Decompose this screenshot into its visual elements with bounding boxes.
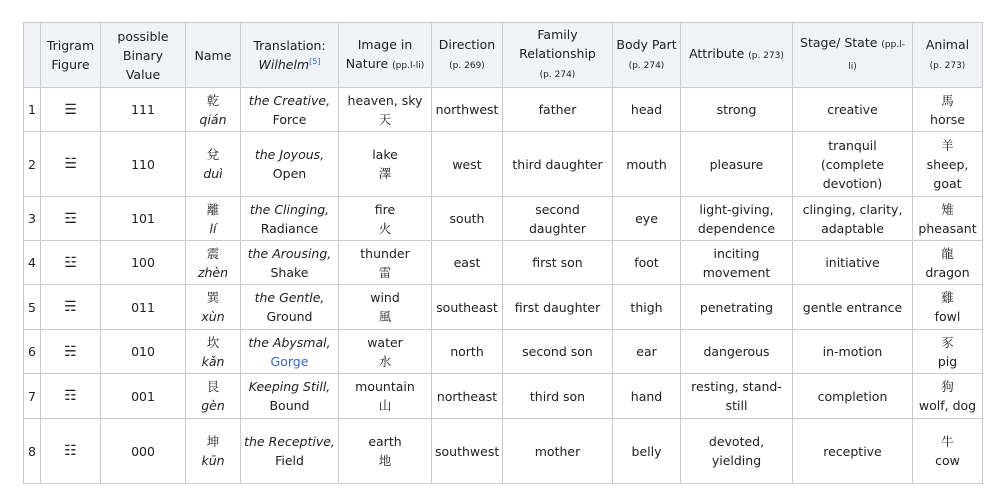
attribute-text: strong [716, 102, 757, 117]
direction-cell [432, 374, 503, 419]
hanzi-name: 巽 [206, 290, 220, 305]
trigram-figure [41, 419, 101, 484]
animal-text: pheasant [918, 220, 977, 236]
name-cell [186, 88, 241, 132]
animal-text: pig [937, 353, 958, 369]
binary-text: 011 [131, 299, 155, 315]
pinyin-name: lí [209, 220, 217, 236]
animal-hanzi: 雉 [941, 201, 954, 217]
image-hanzi: 水 [378, 353, 392, 369]
body-cell [613, 132, 681, 197]
translation-text: Ground [266, 309, 313, 324]
animal-text: cow [935, 453, 960, 468]
translation-cell [241, 419, 339, 484]
header-animal-label: Animal [925, 36, 970, 52]
header-index [24, 23, 41, 88]
header-body-label: Body Part [616, 36, 677, 52]
header-direction-label: Direction [438, 36, 496, 52]
binary-value [101, 241, 186, 285]
animal-hanzi: 雞 [941, 290, 954, 305]
animal-hanzi: 豕 [941, 334, 954, 350]
stage-text: initiative [825, 255, 880, 270]
stage-cell [793, 419, 913, 484]
header-attribute-label: Attribute [689, 46, 745, 61]
name-cell [186, 330, 241, 374]
image-cell [339, 88, 432, 132]
attribute-text: penetrating [699, 299, 774, 315]
trigram-icon: ☲ [64, 210, 77, 227]
row-index [24, 197, 41, 241]
header-figure: Trigram Figure [41, 23, 101, 88]
trigram-icon: ☰ [64, 101, 77, 118]
hanzi-name: 坎 [206, 334, 220, 350]
name-cell [186, 132, 241, 197]
translation-cell [241, 88, 339, 132]
reference-link[interactable]: [5] [309, 56, 321, 66]
header-family-label: Family Relationship [519, 27, 596, 61]
direction-cell [432, 285, 503, 330]
header-attribute [681, 23, 793, 88]
family-text: first daughter [514, 299, 601, 315]
binary-value [101, 419, 186, 484]
row-number: 8 [28, 443, 36, 459]
family-text: third son [529, 388, 586, 404]
stage-cell [793, 241, 913, 285]
direction-cell [432, 419, 503, 484]
body-cell [613, 197, 681, 241]
pinyin-name: duì [203, 166, 223, 181]
header-translation-label: Translation: [253, 38, 326, 53]
stage-cell [793, 330, 913, 374]
animal-hanzi: 狗 [941, 379, 954, 394]
animal-cell [913, 419, 983, 484]
pinyin-name: gèn [201, 398, 225, 413]
body-cell [613, 419, 681, 484]
stage-text: clinging, clarity, adaptable [802, 201, 903, 236]
translation-italic: the Arousing, [247, 245, 332, 261]
binary-value [101, 285, 186, 330]
attribute-cell [681, 374, 793, 419]
image-hanzi: 火 [378, 220, 392, 236]
binary-text: 101 [131, 211, 155, 226]
stage-cell [793, 132, 913, 197]
row-number: 7 [28, 388, 36, 404]
animal-cell [913, 197, 983, 241]
translation-text: Shake [270, 264, 309, 280]
row-number: 6 [28, 344, 36, 359]
row-index [24, 330, 41, 374]
image-text: water [367, 334, 403, 350]
table-row [24, 419, 983, 484]
stage-cell [793, 197, 913, 241]
header-stage-pages: (pp.l-li) [848, 40, 905, 72]
family-cell [503, 419, 613, 484]
stage-text: creative [827, 102, 878, 117]
trigram-icon: ☶ [64, 388, 77, 404]
table-row [24, 330, 983, 374]
translation-cell [241, 285, 339, 330]
attribute-text: light-giving, dependence [697, 201, 776, 236]
translation-text: Radiance [260, 220, 319, 236]
row-index [24, 285, 41, 330]
attribute-cell [681, 241, 793, 285]
animal-hanzi: 龍 [941, 245, 954, 261]
header-body [613, 23, 681, 88]
header-row [24, 23, 983, 88]
body-text: hand [630, 388, 663, 404]
header-family [503, 23, 613, 88]
image-cell [339, 197, 432, 241]
animal-cell [913, 330, 983, 374]
trigram-figure [41, 132, 101, 197]
body-text: ear [636, 344, 657, 359]
header-direction [432, 23, 503, 88]
image-text: thunder [360, 245, 410, 261]
direction-cell [432, 241, 503, 285]
direction-cell [432, 197, 503, 241]
image-cell [339, 285, 432, 330]
header-image-label: Image in Nature [345, 36, 413, 71]
image-text: lake [372, 147, 398, 162]
family-text: second daughter [528, 201, 587, 236]
pinyin-name: xùn [201, 309, 225, 324]
row-number: 5 [28, 299, 36, 315]
family-text: first son [532, 255, 583, 270]
stage-text: tranquil (complete devotion) [820, 137, 885, 191]
binary-text: 000 [131, 443, 155, 459]
binary-value [101, 197, 186, 241]
row-number: 4 [28, 255, 36, 270]
name-cell [186, 197, 241, 241]
pinyin-name: qián [199, 111, 227, 127]
table-row [24, 285, 983, 330]
stage-cell [793, 88, 913, 132]
translation-italic: Keeping Still, [248, 379, 331, 394]
trigram-figure [41, 88, 101, 132]
direction-text: east [453, 255, 481, 270]
trigram-icon: ☵ [64, 343, 77, 360]
trigram-figure [41, 197, 101, 241]
table-row [24, 88, 983, 132]
translation-cell [241, 197, 339, 241]
translation-italic: the Receptive, [244, 434, 335, 449]
translation-italic: the Joyous, [254, 147, 325, 162]
header-stage-label: Stage/ State [800, 35, 878, 50]
direction-text: south [449, 211, 485, 226]
attribute-text: inciting movement [702, 245, 771, 280]
binary-text: 111 [131, 102, 155, 117]
row-index [24, 374, 41, 419]
translation-italic: the Clinging, [249, 201, 330, 217]
name-cell [186, 419, 241, 484]
hanzi-name: 兌 [206, 147, 220, 162]
header-family-pages: (p. 274) [539, 70, 576, 80]
header-image-pages: (pp.l-li) [392, 60, 425, 71]
binary-value [101, 132, 186, 197]
image-cell [339, 374, 432, 419]
binary-text: 010 [131, 344, 155, 359]
image-hanzi: 地 [378, 453, 392, 468]
animal-text: horse [930, 111, 965, 127]
direction-cell [432, 88, 503, 132]
row-index [24, 241, 41, 285]
animal-hanzi: 牛 [941, 434, 954, 449]
binary-value [101, 374, 186, 419]
animal-text: wolf, dog [918, 398, 977, 413]
image-text: fire [374, 201, 396, 217]
attribute-cell [681, 330, 793, 374]
direction-text: north [450, 344, 484, 359]
binary-text: 100 [131, 255, 155, 270]
animal-text: dragon [925, 264, 970, 280]
table-row [24, 241, 983, 285]
translation-text: Bound [269, 398, 310, 413]
image-hanzi: 山 [378, 398, 392, 413]
trigram-table [23, 22, 983, 484]
hanzi-name: 艮 [206, 379, 220, 394]
body-text: mouth [626, 156, 667, 172]
attribute-text: pleasure [709, 156, 764, 172]
animal-hanzi: 羊 [941, 137, 954, 153]
direction-cell [432, 330, 503, 374]
image-cell [339, 419, 432, 484]
family-text: second son [522, 344, 593, 359]
family-cell [503, 330, 613, 374]
body-cell [613, 241, 681, 285]
translation-cell [241, 374, 339, 419]
translation-cell [241, 330, 339, 374]
body-text: belly [631, 443, 662, 459]
trigram-icon: ☳ [64, 254, 77, 271]
hanzi-name: 坤 [206, 434, 220, 449]
image-hanzi: 天 [378, 111, 392, 127]
trigram-figure [41, 330, 101, 374]
header-body-pages: (p. 274) [628, 60, 665, 71]
body-text: head [630, 102, 663, 117]
direction-text: southeast [436, 299, 498, 315]
body-text: thigh [630, 299, 663, 315]
family-text: father [538, 102, 577, 117]
row-index [24, 132, 41, 197]
attribute-text: resting, stand-still [691, 379, 782, 413]
binary-value [101, 88, 186, 132]
family-cell [503, 197, 613, 241]
row-index [24, 419, 41, 484]
trigram-figure [41, 285, 101, 330]
pinyin-name: kǎn [201, 353, 225, 369]
animal-cell [913, 241, 983, 285]
family-text: third daughter [512, 156, 603, 172]
image-hanzi: 風 [378, 309, 392, 324]
animal-text: fowl [934, 309, 961, 324]
attribute-text: devoted, yielding [708, 434, 765, 468]
image-text: mountain [355, 379, 415, 394]
family-cell [503, 241, 613, 285]
family-cell [503, 132, 613, 197]
direction-cell [432, 132, 503, 197]
translation-italic: the Gentle, [254, 290, 325, 305]
name-cell [186, 241, 241, 285]
image-text: wind [370, 290, 400, 305]
pinyin-name: kūn [201, 453, 225, 468]
stage-text: gentle entrance [802, 299, 903, 315]
name-cell [186, 374, 241, 419]
translation-text: Force [272, 111, 307, 127]
trigram-icon: ☷ [64, 443, 77, 459]
table-row [24, 197, 983, 241]
header-translation [241, 23, 339, 88]
direction-text: southwest [435, 443, 500, 459]
row-number: 2 [28, 156, 36, 172]
family-cell [503, 374, 613, 419]
image-cell [339, 241, 432, 285]
hanzi-name: 離 [206, 201, 220, 217]
family-text: mother [534, 443, 581, 459]
binary-value [101, 330, 186, 374]
translation-italic: the Creative, [248, 92, 331, 108]
trigram-icon: ☴ [64, 299, 77, 315]
image-cell [339, 132, 432, 197]
header-image [339, 23, 432, 88]
attribute-cell [681, 88, 793, 132]
attribute-cell [681, 197, 793, 241]
translation-cell [241, 132, 339, 197]
direction-text: west [452, 156, 482, 172]
stage-text: completion [817, 388, 888, 404]
family-cell [503, 88, 613, 132]
animal-cell [913, 88, 983, 132]
direction-text: northeast [436, 388, 498, 404]
body-text: foot [634, 255, 659, 270]
stage-text: in-motion [822, 344, 883, 359]
row-number: 3 [28, 211, 36, 226]
body-cell [613, 374, 681, 419]
image-hanzi: 雷 [378, 264, 392, 280]
image-hanzi: 澤 [378, 166, 392, 181]
pinyin-name: zhèn [197, 264, 229, 280]
table-row [24, 132, 983, 197]
attribute-text: dangerous [703, 344, 770, 359]
row-index [24, 88, 41, 132]
animal-hanzi: 馬 [941, 92, 954, 108]
header-direction-pages: (p. 269) [449, 60, 485, 71]
hanzi-name: 乾 [206, 92, 220, 108]
trigram-figure [41, 241, 101, 285]
direction-text: northwest [435, 102, 499, 117]
header-attribute-pages: (p. 273) [748, 51, 784, 61]
trigram-table-container [23, 22, 983, 484]
animal-cell [913, 132, 983, 197]
translation-text: Field [275, 453, 304, 468]
stage-cell [793, 285, 913, 330]
stage-cell [793, 374, 913, 419]
family-cell [503, 285, 613, 330]
body-text: eye [635, 211, 658, 226]
body-cell [613, 88, 681, 132]
attribute-cell [681, 132, 793, 197]
header-animal [913, 23, 983, 88]
binary-text: 110 [131, 156, 155, 172]
image-text: heaven, sky [347, 92, 423, 108]
name-cell [186, 285, 241, 330]
body-cell [613, 330, 681, 374]
translation-cell [241, 241, 339, 285]
row-number: 1 [28, 102, 36, 117]
header-translation-author: Wilhelm [258, 57, 310, 72]
animal-cell [913, 285, 983, 330]
trigram-icon: ☱ [64, 156, 77, 172]
animal-cell [913, 374, 983, 419]
header-stage [793, 23, 913, 88]
binary-text: 001 [131, 388, 155, 404]
attribute-cell [681, 419, 793, 484]
table-row [24, 374, 983, 419]
hanzi-name: 震 [206, 245, 220, 261]
image-text: earth [368, 434, 402, 449]
header-animal-pages: (p. 273) [929, 60, 966, 71]
translation-text: Open [272, 166, 307, 181]
header-binary: possible Binary Value [101, 23, 186, 88]
translation-link[interactable]: Gorge [270, 353, 309, 369]
animal-text: sheep, goat [926, 156, 969, 191]
translation-italic: the Abysmal, [248, 334, 331, 350]
body-cell [613, 285, 681, 330]
stage-text: receptive [823, 443, 882, 459]
header-name: Name [186, 23, 241, 88]
attribute-cell [681, 285, 793, 330]
trigram-figure [41, 374, 101, 419]
image-cell [339, 330, 432, 374]
